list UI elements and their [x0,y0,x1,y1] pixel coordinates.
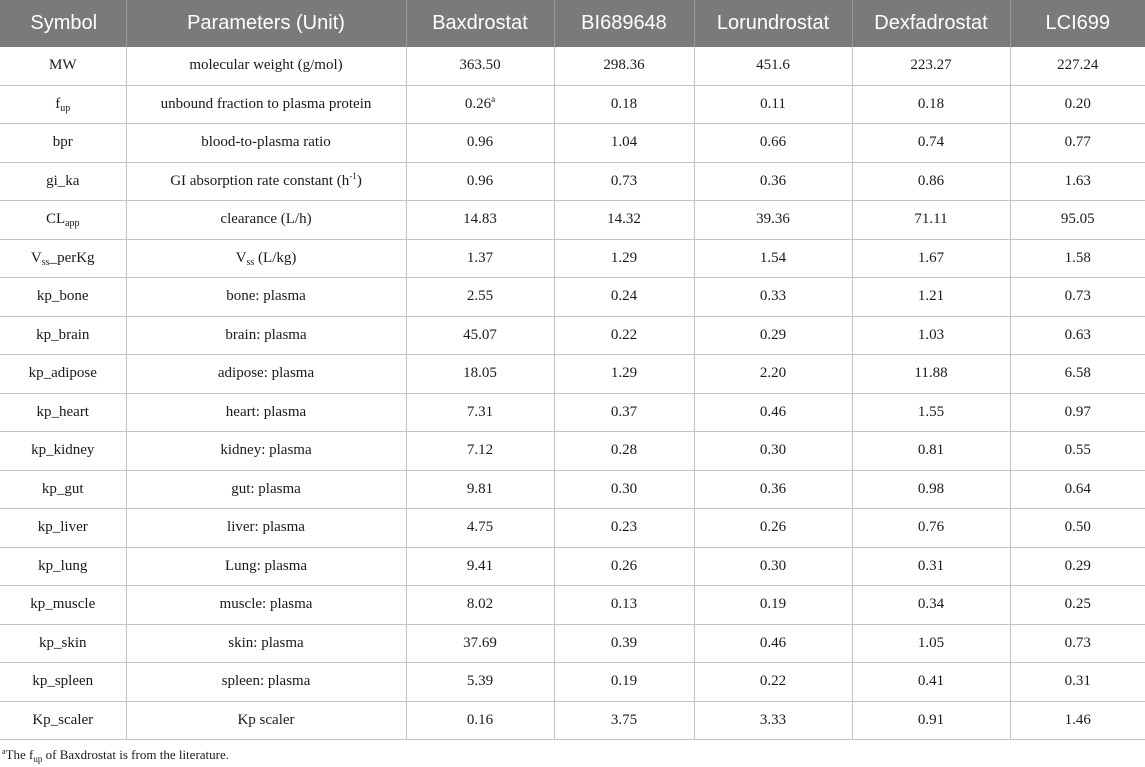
parameter-text-end: ) [356,172,362,189]
value-text: 9.41 [466,557,494,574]
value-text: 0.30 [759,442,787,459]
value-text: 0.28 [610,442,638,459]
value-cell-bi689648 [554,201,694,240]
table-row [0,355,1145,394]
parameter-cell [126,393,406,432]
table-row [0,201,1145,240]
value-text: 1.46 [1064,711,1091,728]
value-text: 0.26 [610,557,638,574]
symbol-text: f [55,95,61,112]
footnote-mark: a [2,747,6,756]
value-cell-bi689648 [554,701,694,740]
symbol-cell [0,239,126,278]
value-text: 1.55 [917,403,945,420]
value-text: 0.31 [1064,673,1091,690]
parameter-cell [126,124,406,163]
value-cell-bi689648 [554,278,694,317]
value-cell-lci699 [1010,701,1145,740]
value-text: 37.69 [463,634,497,651]
symbol-cell [0,547,126,586]
symbol-text: gi_ka [46,172,80,189]
symbol-cell [0,624,126,663]
value-cell-lci699 [1010,624,1145,663]
value-text: 0.30 [610,480,638,497]
parameter-cell [126,547,406,586]
value-text: 14.32 [607,211,641,228]
symbol-text: Kp_scaler [32,711,94,728]
value-cell-baxdrostat [406,85,554,124]
value-text: 0.73 [610,172,638,189]
value-cell-lorundrostat [694,701,852,740]
value-cell-baxdrostat [406,547,554,586]
value-cell-lorundrostat [694,432,852,471]
value-text: 1.04 [610,134,638,151]
table-row [0,239,1145,278]
table-row [0,586,1145,625]
value-cell-lorundrostat [694,547,852,586]
value-cell-dexfadrostat [852,316,1010,355]
symbol-text: V [30,249,42,266]
value-cell-lci699 [1010,47,1145,85]
symbol-cell [0,316,126,355]
value-text: 2.20 [759,365,787,382]
value-cell-lorundrostat [694,162,852,201]
value-cell-bi689648 [554,624,694,663]
value-text: 0.11 [760,95,786,112]
header-bi689648: BI689648 [554,0,694,47]
value-text: 0.19 [610,673,638,690]
footnote-subscript: up [33,754,43,764]
value-text: 0.50 [1064,519,1091,536]
symbol-text: kp_liver [37,519,88,536]
value-text: 3.75 [610,711,638,728]
symbol-text: kp_brain [36,326,90,343]
value-cell-bi689648 [554,470,694,509]
parameter-text: adipose: plasma [217,365,315,382]
value-cell-lorundrostat [694,586,852,625]
value-cell-dexfadrostat [852,624,1010,663]
table-row [0,162,1145,201]
value-text: 0.74 [917,134,945,151]
value-cell-bi689648 [554,124,694,163]
symbol-subscript: app [65,218,80,230]
parameter-text: muscle: plasma [219,596,313,613]
value-cell-baxdrostat [406,470,554,509]
value-cell-bi689648 [554,47,694,85]
value-text: 1.67 [917,249,945,266]
table-row [0,624,1145,663]
value-cell-lorundrostat [694,201,852,240]
symbol-text: kp_bone [36,288,89,305]
parameter-cell [126,316,406,355]
symbol-cell [0,509,126,548]
value-cell-dexfadrostat [852,393,1010,432]
value-text: 1.58 [1064,249,1091,266]
parameter-text: bone: plasma [226,288,306,305]
value-text: 1.37 [466,249,494,266]
value-text: 0.96 [466,172,494,189]
value-text: 0.26 [759,519,787,536]
value-cell-baxdrostat [406,509,554,548]
symbol-cell [0,162,126,201]
value-cell-lci699 [1010,201,1145,240]
value-cell-dexfadrostat [852,432,1010,471]
value-cell-lorundrostat [694,316,852,355]
symbol-cell [0,432,126,471]
value-cell-lorundrostat [694,47,852,85]
value-text: 9.81 [466,480,494,497]
parameter-cell [126,509,406,548]
value-text: 3.33 [759,711,787,728]
value-text: 0.55 [1064,442,1091,459]
value-text: 4.75 [466,519,494,536]
value-text: 0.23 [610,519,638,536]
value-text: 0.13 [610,596,638,613]
value-text: 0.29 [759,326,787,343]
value-text: 11.88 [914,365,948,382]
value-text: 0.98 [917,480,945,497]
value-cell-baxdrostat [406,47,554,85]
value-cell-bi689648 [554,239,694,278]
parameter-text: unbound fraction to plasma protein [160,95,372,112]
value-cell-dexfadrostat [852,547,1010,586]
table-row [0,547,1145,586]
value-text: 0.91 [917,711,945,728]
symbol-text: kp_lung [38,557,88,574]
header-baxdrostat: Baxdrostat [406,0,554,47]
parameter-text: brain: plasma [225,326,307,343]
value-text: 0.36 [759,172,787,189]
table-row [0,124,1145,163]
symbol-cell [0,201,126,240]
table-row [0,663,1145,702]
value-cell-dexfadrostat [852,278,1010,317]
parameter-text: skin: plasma [228,634,304,651]
value-text: 227.24 [1057,57,1099,74]
value-text: 71.11 [914,211,948,228]
value-cell-lci699 [1010,470,1145,509]
symbol-cell [0,47,126,85]
symbol-text: MW [49,57,77,74]
symbol-text: kp_skin [38,634,87,651]
header-parameters: Parameters (Unit) [126,0,406,47]
value-cell-baxdrostat [406,162,554,201]
value-text: 0.20 [1064,95,1091,112]
symbol-cell [0,470,126,509]
value-cell-baxdrostat [406,701,554,740]
header-dexfadrostat: Dexfadrostat [852,0,1010,47]
symbol-cell [0,124,126,163]
value-text: 1.63 [1064,172,1091,189]
value-text: 0.18 [917,95,945,112]
value-text: 0.37 [610,403,638,420]
value-cell-lci699 [1010,124,1145,163]
symbol-cell [0,663,126,702]
value-cell-lci699 [1010,316,1145,355]
symbol-text: kp_spleen [32,673,94,690]
value-cell-dexfadrostat [852,509,1010,548]
value-text: 0.26 [464,95,492,112]
symbol-text: kp_heart [36,403,89,420]
table-row [0,509,1145,548]
table-row [0,701,1145,740]
symbol-text: kp_muscle [30,596,96,613]
symbol-subscript: up [60,102,71,114]
parameter-cell [126,278,406,317]
value-text: 5.39 [466,673,494,690]
value-text: 298.36 [603,57,645,74]
value-text: 0.46 [759,403,787,420]
value-text: 0.22 [759,673,787,690]
value-cell-lorundrostat [694,509,852,548]
value-cell-dexfadrostat [852,239,1010,278]
table-row [0,47,1145,85]
value-cell-lorundrostat [694,470,852,509]
parameter-text: Lung: plasma [224,557,308,574]
value-cell-lci699 [1010,509,1145,548]
value-cell-dexfadrostat [852,470,1010,509]
symbol-tail: _perKg [49,249,95,266]
value-text: 0.66 [759,134,787,151]
value-cell-dexfadrostat [852,201,1010,240]
value-text: 0.64 [1064,480,1091,497]
value-text: 0.46 [759,634,787,651]
value-cell-baxdrostat [406,239,554,278]
value-cell-lci699 [1010,432,1145,471]
parameter-text: Kp scaler [237,711,295,728]
value-cell-lci699 [1010,586,1145,625]
parameter-text: heart: plasma [225,403,307,420]
value-cell-lorundrostat [694,663,852,702]
value-cell-bi689648 [554,663,694,702]
parameter-superscript: -1 [349,170,357,181]
value-cell-lorundrostat [694,124,852,163]
symbol-cell [0,278,126,317]
parameter-cell [126,85,406,124]
value-cell-lci699 [1010,162,1145,201]
header-lorundrostat: Lorundrostat [694,0,852,47]
parameter-text: gut: plasma [231,480,301,497]
parameter-text: GI absorption rate constant (h [170,172,350,189]
value-cell-lci699 [1010,663,1145,702]
value-text: 0.30 [759,557,787,574]
table-row [0,278,1145,317]
value-text: 0.77 [1064,134,1091,151]
parameter-text: blood-to-plasma ratio [201,134,331,151]
table-row [0,85,1145,124]
value-cell-lorundrostat [694,624,852,663]
value-cell-baxdrostat [406,201,554,240]
table-row [0,316,1145,355]
value-cell-dexfadrostat [852,701,1010,740]
value-text: 0.86 [917,172,945,189]
value-cell-lorundrostat [694,278,852,317]
value-cell-dexfadrostat [852,162,1010,201]
value-cell-bi689648 [554,162,694,201]
parameter-cell [126,663,406,702]
parameter-text: V [235,249,247,266]
parameter-cell [126,701,406,740]
table-row [0,470,1145,509]
value-text: 1.05 [917,634,945,651]
parameter-cell [126,47,406,85]
symbol-text: kp_kidney [31,442,95,459]
value-text: 0.81 [917,442,945,459]
table-row [0,432,1145,471]
value-cell-dexfadrostat [852,586,1010,625]
value-text: 0.29 [1064,557,1091,574]
header-row [0,0,1145,47]
value-cell-dexfadrostat [852,663,1010,702]
value-cell-bi689648 [554,586,694,625]
footnote-text-start: The f [5,747,34,762]
parameter-subscript: ss [246,256,255,268]
value-text: 0.76 [917,519,945,536]
value-text: 1.03 [917,326,945,343]
parameter-text-end: (L/kg) [254,249,297,266]
value-cell-baxdrostat [406,663,554,702]
value-text: 95.05 [1060,211,1095,228]
symbol-cell [0,586,126,625]
parameter-text: liver: plasma [227,519,305,536]
value-cell-bi689648 [554,355,694,394]
value-cell-bi689648 [554,393,694,432]
parameter-text: clearance (L/h) [220,211,312,228]
value-text: 0.22 [610,326,638,343]
table-row [0,393,1145,432]
symbol-text: kp_adipose [28,365,97,382]
value-text: 0.73 [1064,288,1091,305]
parameter-cell [126,432,406,471]
value-cell-lci699 [1010,85,1145,124]
value-text: 2.55 [466,288,494,305]
header-lci699: LCI699 [1010,0,1145,47]
value-text: 0.33 [759,288,787,305]
value-cell-baxdrostat [406,393,554,432]
value-text: 1.54 [759,249,787,266]
value-text: 223.27 [910,57,952,74]
symbol-subscript: ss [41,256,50,268]
value-text: 1.21 [917,288,945,305]
value-cell-lci699 [1010,355,1145,394]
symbol-text: bpr [52,134,73,151]
value-text: 7.12 [466,442,494,459]
value-cell-bi689648 [554,85,694,124]
value-cell-bi689648 [554,432,694,471]
value-text: 39.36 [756,211,790,228]
value-text: 0.41 [917,673,945,690]
value-cell-lorundrostat [694,393,852,432]
value-cell-lorundrostat [694,239,852,278]
parameter-text: kidney: plasma [220,442,312,459]
value-cell-lorundrostat [694,355,852,394]
value-text: 0.73 [1064,634,1091,651]
value-text: 0.34 [917,596,945,613]
value-cell-baxdrostat [406,586,554,625]
value-cell-lci699 [1010,278,1145,317]
value-text: 0.25 [1064,596,1091,613]
value-text: 18.05 [463,365,497,382]
value-text: 0.63 [1064,326,1091,343]
value-text: 0.39 [610,634,638,651]
parameter-cell [126,355,406,394]
parameter-text: molecular weight (g/mol) [189,57,343,74]
parameter-text: spleen: plasma [221,673,311,690]
value-cell-dexfadrostat [852,355,1010,394]
symbol-text: CL [45,211,66,228]
value-cell-baxdrostat [406,124,554,163]
parameter-cell [126,239,406,278]
parameter-cell [126,624,406,663]
value-text: 1.29 [610,249,638,266]
value-cell-lci699 [1010,239,1145,278]
header-symbol: Symbol [0,0,126,47]
parameter-cell [126,586,406,625]
value-cell-baxdrostat [406,316,554,355]
symbol-text: kp_gut [41,480,84,497]
value-text: 7.31 [466,403,494,420]
value-text: 8.02 [466,596,494,613]
value-text: 0.31 [917,557,945,574]
value-cell-baxdrostat [406,624,554,663]
value-text: 0.18 [610,95,638,112]
value-text: 1.29 [610,365,638,382]
value-text: 6.58 [1064,365,1091,382]
value-cell-bi689648 [554,316,694,355]
value-text: 14.83 [463,211,497,228]
value-cell-baxdrostat [406,278,554,317]
value-text: 0.24 [610,288,638,305]
value-cell-baxdrostat [406,355,554,394]
value-text: 0.19 [759,596,787,613]
value-text: 0.36 [759,480,787,497]
symbol-cell [0,701,126,740]
table-footnote [2,747,229,763]
value-cell-lorundrostat [694,85,852,124]
symbol-cell [0,393,126,432]
footnote-text-end: of Baxdrostat is from the literature. [42,747,229,762]
symbol-cell [0,355,126,394]
parameter-cell [126,162,406,201]
value-cell-dexfadrostat [852,124,1010,163]
value-cell-lci699 [1010,393,1145,432]
value-text: 0.96 [466,134,494,151]
value-text: 0.16 [466,711,494,728]
value-text: 0.97 [1064,403,1091,420]
value-cell-bi689648 [554,547,694,586]
parameter-cell [126,470,406,509]
value-cell-bi689648 [554,509,694,548]
value-text: 363.50 [459,57,501,74]
symbol-cell [0,85,126,124]
parameter-cell [126,201,406,240]
value-cell-baxdrostat [406,432,554,471]
value-cell-dexfadrostat [852,47,1010,85]
value-cell-lci699 [1010,547,1145,586]
footnote-marker: a [491,93,496,104]
value-cell-dexfadrostat [852,85,1010,124]
value-text: 45.07 [463,326,497,343]
value-text: 451.6 [756,57,790,74]
